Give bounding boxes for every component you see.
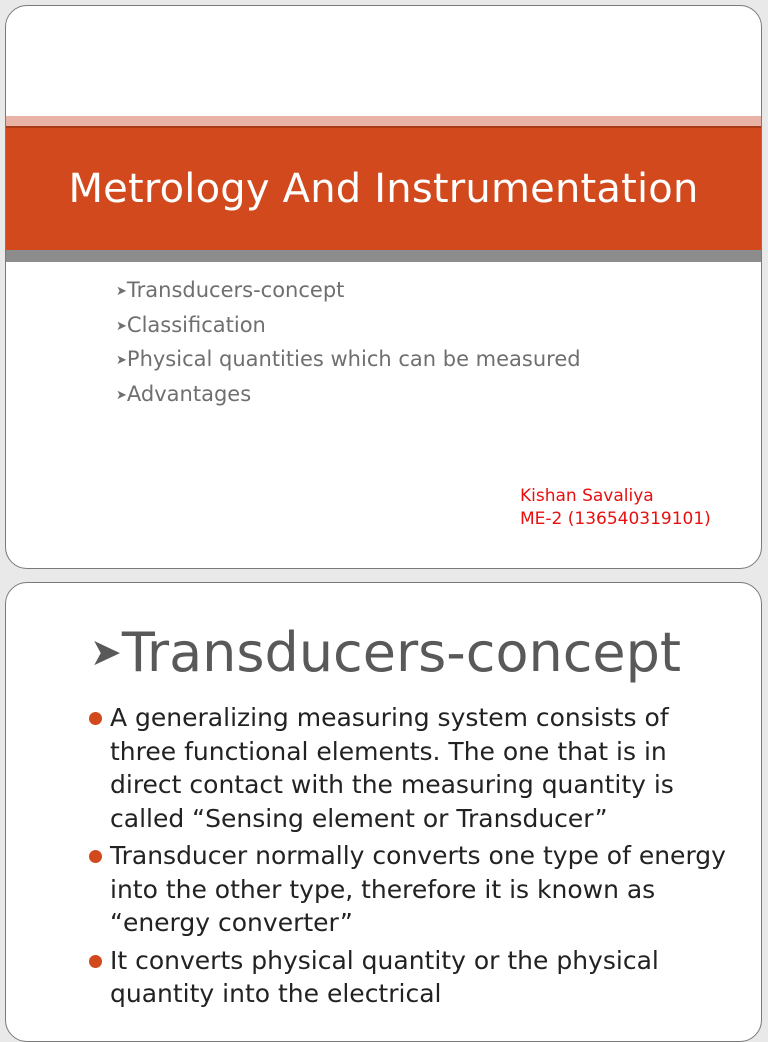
arrowhead-icon: ➤	[116, 387, 127, 403]
topic-item: ➤Classification	[116, 312, 266, 337]
topic-item: ➤Advantages	[116, 381, 252, 406]
title-band	[6, 126, 761, 250]
author-block	[520, 485, 711, 531]
orange-dot-icon	[89, 955, 102, 968]
arrowhead-icon: ➤	[90, 630, 122, 674]
content-slide	[5, 582, 762, 1042]
orange-dot-icon	[89, 850, 102, 863]
arrowhead-icon: ➤	[116, 284, 127, 299]
title-band-top-stripe	[6, 116, 761, 126]
bullet-item: It converts physical quantity or the physical quantity into the electrical	[86, 944, 726, 1011]
topic-item: ➤Physical quantities which can be measured	[116, 347, 581, 371]
bullet-item: Transducer normally converts one type of energy into the other type, therefore it is known as “energy converter”	[86, 839, 726, 940]
title-band-bottom-stripe	[6, 250, 761, 262]
arrowhead-icon: ➤	[116, 353, 127, 368]
author-id: ME-2 (136540319101)	[520, 509, 711, 529]
presentation-title: Metrology And Instrumentation	[68, 166, 699, 212]
slide-heading: ➤Transducers-concept	[90, 621, 682, 684]
author-name: Kishan Savaliya	[520, 486, 654, 506]
topic-list	[116, 274, 581, 412]
bullet-item: A generalizing measuring system consists of three functional elements. The one that is in direct contact with the measuring quantity is called “Sensing element or Transducer”	[86, 701, 726, 835]
title-slide	[5, 5, 762, 569]
topic-item: ➤Transducers-concept	[116, 278, 345, 302]
bullet-list	[86, 701, 726, 1015]
orange-dot-icon	[89, 712, 102, 725]
arrowhead-icon: ➤	[116, 318, 127, 334]
